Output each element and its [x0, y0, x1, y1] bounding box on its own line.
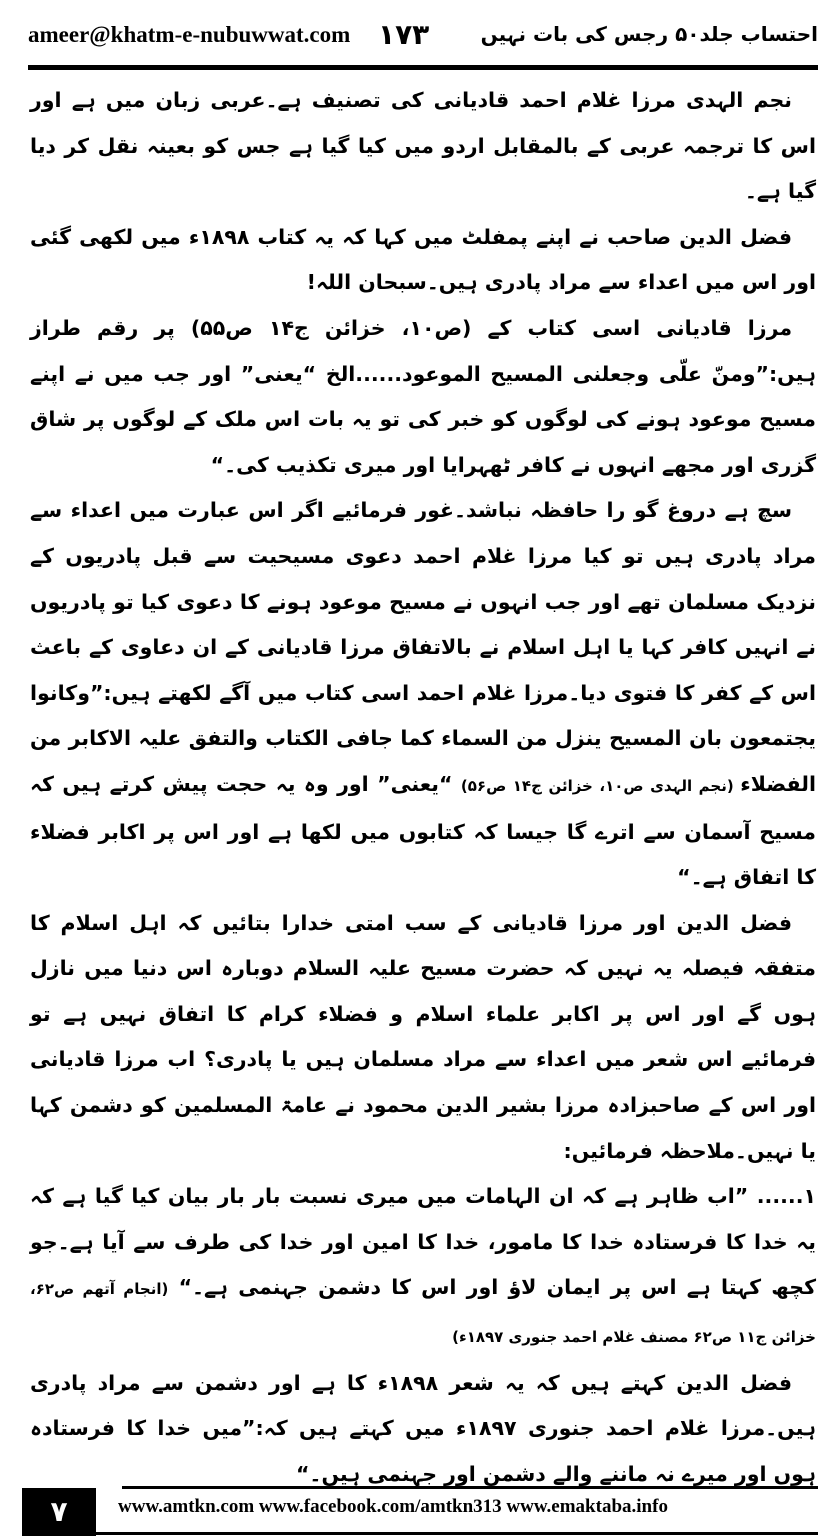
paragraph-3-translation: “یعنی” اور جب میں نے اپنے مسیح موعود ہونے کی لوگوں کو خبر کی تو یہ بات اس ملک کے لوگوں پر شاق گزری اور مجھے انہوں نے کافر ٹھہرایا اور میری تکذیب کی۔“ [30, 361, 816, 477]
paragraph-6-quote: ”اب ظاہر ہے کہ ان الہامات میں میری نسبت بار بار بیان کیا گیا ہے کہ یہ خدا کا فرستادہ خدا کا مامور، خدا کا امین اور خدا کی طرف سے آیا ہے۔جو کچھ کہتا ہے اس پر ایمان لاؤ اور اس کا دشمن جہنمی ہے۔“ [30, 1184, 816, 1300]
header-email: ameer@khatm-e-nubuwwat.com [28, 22, 351, 47]
arabic-quote-2: وکانوا یجتمعون بان المسیح ینزل من السماء کما جافی الکتاب والتفق علیہ الاکابر من الفضلاء [30, 680, 816, 796]
reference-1: (نجم الہدی ص۱۰، خزائن ج۱۴ ص۵۶) [460, 776, 741, 795]
page-header [28, 16, 818, 60]
paragraph-3 [30, 306, 816, 488]
paragraph-5: فضل الدین اور مرزا قادیانی کے سب امتی خدارا بتائیں کہ اہل اسلام کا متفقہ فیصلہ یہ نہیں کہ حضرت مسیح علیہ السلام دوبارہ اس دنیا میں نازل ہوں گے اور اس پر اکابر علماء اسلام و فضلاء کرام کا اتفاق نہیں ہے تو فرمائیے اس شعر میں اعداء سے مراد مسلمان ہیں یا پادری؟ اب مرزا قادیانی اور اس کے صاحبزادہ مرزا بشیر الدین محمود نے عامۃ المسلمین کو دشمن کہا یا نہیں۔ملاحظہ فرمائیں: [30, 910, 816, 1163]
quote-number: ۱...... [756, 1184, 816, 1209]
paragraph-4 [30, 488, 816, 900]
paragraph-4-translation: “یعنی” اور وہ یہ حجت پیش کرتے ہیں کہ مسیح آسمان سے اترے گا جیسا کہ کتابوں میں لکھا ہے اور اس پر اکابر فضلاء کا اتفاق ہے۔“ [30, 771, 816, 890]
footer-page-number: ۷ [22, 1488, 96, 1536]
paragraph-3-intro: مرزا قادیانی اسی کتاب کے (ص۱۰، خزائن ج۱۴ ص۵۵) پر رقم طراز ہیں:” [30, 315, 817, 386]
header-book-title: احتساب جلد۵۰ رجس کی بات نہیں [480, 22, 818, 46]
footer-bottom-rule [22, 1532, 818, 1535]
paragraph-6 [30, 1174, 816, 1360]
paragraph-4-text: سچ ہے دروغ گو را حافظہ نباشد۔غور فرمائیے اگر اس عبارت میں اعداء سے مراد پادری ہیں تو کیا مرزا غلام احمد دعوی مسیحیت سے قبل پادریوں کے نزدیک مسلمان تھے اور جب انہوں نے مسیح موعود ہونے کا دعوی کیا تو پادریوں نے انہیں کافر کہا یا اہل اسلام نے بالاتفاق مرزا قادیانی کے ان دعاوی کے باعث اس کے کفر کا فتوی دیا۔مرزا غلام احمد اسی کتاب میں آگے لکھتے ہیں:” [30, 498, 816, 705]
paragraph-2: فضل الدین صاحب نے اپنے پمفلٹ میں کہا کہ یہ کتاب ۱۸۹۸ء میں لکھی گئی اور اس میں اعداء سے مراد پادری ہیں۔سبحان اللہ! [30, 224, 816, 295]
reference-2: (انجام آتھم ص۶۲، خزائن ج۱۱ ص۶۲ مصنف غلام احمد جنوری ۱۸۹۷ء) [30, 1280, 816, 1347]
page-body [30, 78, 817, 1486]
header-rule [28, 65, 818, 70]
footer-websites: www.amtkn.com www.facebook.com/amtkn313 www.emaktaba.info [118, 1496, 668, 1517]
arabic-quote-1: ومنّ علّی وجعلنی المسیح الموعود......الخ [325, 361, 756, 386]
header-page-number: ۱۷۳ [378, 18, 430, 51]
page-footer [22, 1482, 818, 1540]
paragraph-7: فضل الدین کہتے ہیں کہ یہ شعر ۱۸۹۸ء کا ہے اور دشمن سے مراد پادری ہیں۔مرزا غلام احمد جنوری ۱۸۹۷ء میں کہتے ہیں کہ:”میں خدا کا فرستادہ ہوں اور میرے نہ ماننے والے دشمن اور جہنمی ہیں۔“ [30, 1370, 816, 1486]
paragraph-1: نجم الہدی مرزا غلام احمد قادیانی کی تصنیف ہے۔عربی زبان میں ہے اور اس کا ترجمہ عربی کے بالمقابل اردو میں کیا گیا ہے جس کو بعینہ نقل کر دیا گیا ہے۔ [30, 88, 816, 204]
footer-top-rule [122, 1486, 818, 1489]
